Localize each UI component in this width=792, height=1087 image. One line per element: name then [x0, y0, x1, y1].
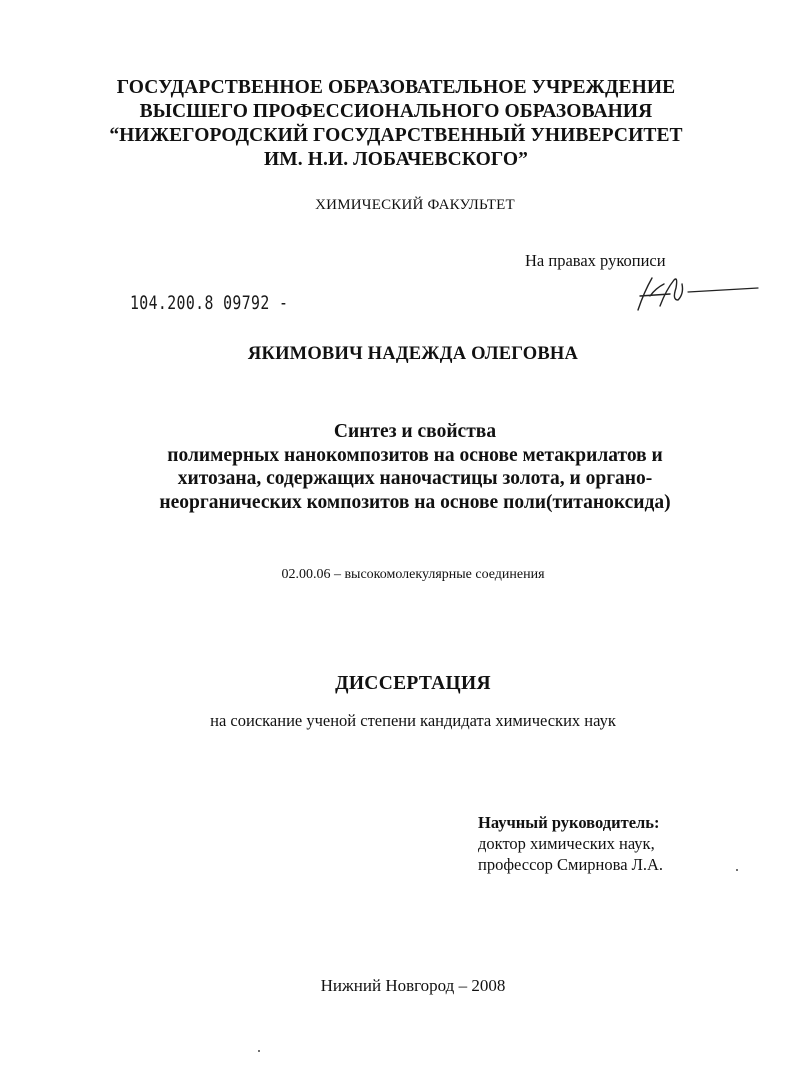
faculty-name: ХИМИЧЕСКИЙ ФАКУЛЬТЕТ	[315, 197, 515, 213]
institution-line: ИМ. Н.И. ЛОБАЧЕВСКОГО”	[263, 149, 528, 170]
scan-speck	[736, 869, 738, 871]
registration-stamp: 104.200.8 09792 -	[130, 292, 289, 314]
document-type: ДИССЕРТАЦИЯ	[335, 673, 491, 694]
title-line: хитозана, содержащих наночастицы золота, и органо-	[177, 468, 653, 489]
institution-line: ГОСУДАРСТВЕННОЕ ОБРАЗОВАТЕЛЬНОЕ УЧРЕЖДЕНИЕ	[116, 77, 676, 98]
title-line: неорганических композитов на основе поли(титаноксида)	[159, 491, 671, 513]
supervisor-block	[478, 812, 663, 875]
specialty-code: 02.00.06 – высокомолекулярные соединения	[281, 567, 545, 582]
author-name: ЯКИМОВИЧ НАДЕЖДА ОЛЕГОВНА	[247, 344, 579, 364]
handwritten-signature	[630, 270, 760, 320]
supervisor-degree: доктор химических наук,	[478, 834, 655, 853]
manuscript-note: На правах рукописи	[525, 251, 666, 270]
title-line: полимерных нанокомпозитов на основе метакрилатов и	[167, 444, 663, 466]
supervisor-name: профессор Смирнова Л.А.	[478, 855, 664, 874]
scan-speck	[258, 1050, 260, 1052]
institution-line: “НИЖЕГОРОДСКИЙ ГОСУДАРСТВЕННЫЙ УНИВЕРСИТЕТ	[109, 125, 683, 146]
institution-header	[0, 76, 792, 172]
place-and-year: Нижний Новгород – 2008	[320, 976, 506, 995]
title-line: Синтез и свойства	[333, 421, 497, 442]
supervisor-label: Научный руководитель:	[478, 813, 660, 832]
degree-description: на соискание ученой степени кандидата химических наук	[210, 711, 616, 730]
dissertation-title	[0, 420, 792, 514]
institution-line: ВЫСШЕГО ПРОФЕССИОНАЛЬНОГО ОБРАЗОВАНИЯ	[139, 101, 653, 122]
